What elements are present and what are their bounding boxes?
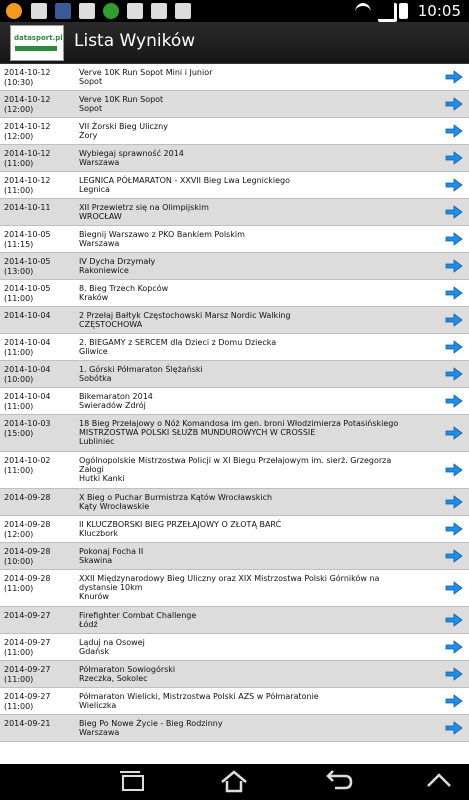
- event-title: Ląduj na Osowej: [79, 638, 145, 647]
- event-title: Bikemaraton 2014: [79, 392, 153, 401]
- arrow-right-icon[interactable]: [445, 694, 463, 708]
- arrow-right-icon[interactable]: [445, 613, 463, 627]
- list-item[interactable]: [0, 516, 469, 543]
- event-location: Kluczbork: [79, 529, 119, 538]
- event-info: [79, 638, 409, 656]
- event-location: Żory: [79, 131, 98, 140]
- arrow-right-icon[interactable]: [445, 426, 463, 440]
- wifi-icon: [355, 3, 371, 22]
- event-time: (11:00): [4, 402, 34, 411]
- arrow-right-icon[interactable]: [445, 367, 463, 381]
- event-time: (12:00): [4, 530, 34, 539]
- event-info: [79, 257, 409, 275]
- event-date: [4, 456, 76, 476]
- event-time: (11:00): [4, 648, 34, 657]
- page-title: Lista Wyników: [74, 31, 196, 51]
- app-logo-text: datasport.pl: [14, 34, 63, 42]
- event-date: [4, 665, 76, 685]
- arrow-right-icon[interactable]: [445, 205, 463, 219]
- event-date: [4, 719, 76, 729]
- arrow-right-icon[interactable]: [445, 394, 463, 408]
- list-item[interactable]: [0, 634, 469, 661]
- list-item[interactable]: [0, 715, 469, 742]
- arrow-right-icon[interactable]: [445, 124, 463, 138]
- event-location: WROCŁAW: [79, 212, 122, 221]
- event-title: Półmaraton Sowiogórski: [79, 665, 176, 674]
- event-date-text: 2014-09-28: [4, 520, 51, 529]
- event-title: Biegnij Warszawo z PKO Bankiem Polskim: [79, 230, 245, 239]
- list-item[interactable]: [0, 91, 469, 118]
- event-info: [79, 122, 409, 140]
- results-list[interactable]: [0, 64, 469, 764]
- event-title: Bieg Po Nowe Życie - Bieg Rodzinny: [79, 719, 223, 728]
- event-title: XII Przewietrz się na Olimpijskim: [79, 203, 209, 212]
- arrow-right-icon[interactable]: [445, 522, 463, 536]
- event-time: (12:00): [4, 132, 34, 141]
- event-info: [79, 493, 409, 511]
- event-title: Verve 10K Run Sopot: [79, 95, 164, 104]
- event-date: [4, 574, 76, 594]
- event-title: Pokonaj Focha II: [79, 547, 144, 556]
- event-title: 1. Górski Półmaraton Ślężański: [79, 365, 203, 374]
- event-location: Warszawa: [79, 158, 120, 167]
- arrow-right-icon[interactable]: [445, 259, 463, 273]
- arrow-right-icon[interactable]: [445, 340, 463, 354]
- event-date-text: 2014-10-12: [4, 95, 51, 104]
- event-date-text: 2014-10-05: [4, 230, 51, 239]
- event-title: VII Żorski Bieg Uliczny: [79, 122, 168, 131]
- event-date-text: 2014-10-05: [4, 284, 51, 293]
- event-date-text: 2014-09-28: [4, 493, 51, 502]
- event-date-text: 2014-10-12: [4, 176, 51, 185]
- clipboard-icon: [151, 3, 167, 19]
- event-date: [4, 692, 76, 712]
- event-info: [79, 365, 409, 383]
- event-location: Wieliczka: [79, 701, 117, 710]
- event-info: [79, 284, 409, 302]
- event-info: [79, 456, 409, 483]
- event-location: Łódź: [79, 620, 98, 629]
- event-info: [79, 392, 409, 410]
- event-date: [4, 122, 76, 142]
- event-location: Gdańsk: [79, 647, 110, 656]
- event-date: [4, 392, 76, 412]
- check-icon: [103, 3, 119, 19]
- shopping-bag-icon: [175, 3, 191, 19]
- event-date-text: 2014-10-04: [4, 311, 51, 320]
- arrow-right-icon[interactable]: [445, 463, 463, 477]
- arrow-right-icon[interactable]: [445, 313, 463, 327]
- facebook-icon: [79, 3, 95, 19]
- event-date: [4, 493, 76, 503]
- arrow-right-icon[interactable]: [445, 70, 463, 84]
- event-date: [4, 365, 76, 385]
- arrow-right-icon[interactable]: [445, 232, 463, 246]
- arrow-right-icon[interactable]: [445, 721, 463, 735]
- event-title: 18 Bieg Przełajowy o Nóż Komandosa im gen. broni Włodzimierza Potasińskiego MISTRZOSTWA POLSKI SŁUŻB MUNDUROWYCH W CROSSIE: [79, 419, 399, 437]
- arrow-right-icon[interactable]: [445, 495, 463, 509]
- event-date-text: 2014-10-12: [4, 149, 51, 158]
- home-button[interactable]: [219, 768, 249, 794]
- navigation-bar: [0, 764, 469, 800]
- event-title: X Bieg o Puchar Burmistrza Kątów Wrocławskich: [79, 493, 273, 502]
- event-date: [4, 520, 76, 540]
- event-info: [79, 574, 409, 601]
- status-bar: [0, 0, 469, 22]
- event-info: [79, 68, 409, 86]
- event-location: Warszawa: [79, 728, 120, 737]
- event-title: XXII Międzynarodowy Bieg Uliczny oraz XIX Mistrzostwa Polski Górników na dystansie 10km: [79, 574, 380, 592]
- event-location: Sopot: [79, 77, 103, 86]
- arrow-right-icon[interactable]: [445, 581, 463, 595]
- event-date: [4, 176, 76, 196]
- event-date: [4, 68, 76, 88]
- list-item[interactable]: [0, 543, 469, 570]
- event-time: (11:00): [4, 159, 34, 168]
- event-date: [4, 230, 76, 250]
- arrow-right-icon[interactable]: [445, 151, 463, 165]
- recent-apps-button[interactable]: [117, 768, 147, 794]
- action-bar: [0, 22, 469, 64]
- app-logo-bar: [15, 46, 57, 51]
- event-time: (10:00): [4, 375, 34, 384]
- event-date: [4, 95, 76, 115]
- list-item[interactable]: [0, 661, 469, 688]
- event-location: Knurów: [79, 592, 109, 601]
- event-title: 2 Przełaj Bałtyk Częstochowski Marsz Nordic Walking: [79, 311, 291, 320]
- event-time: (11:00): [4, 675, 34, 684]
- envelope-icon: [127, 3, 143, 19]
- event-date: [4, 638, 76, 658]
- expand-up-icon[interactable]: [424, 768, 454, 794]
- event-info: [79, 311, 409, 329]
- signal-icon: [378, 3, 397, 22]
- event-info: [79, 419, 409, 446]
- event-location: Hutki Kanki: [79, 474, 125, 483]
- event-location: Sopot: [79, 104, 103, 113]
- event-date: [4, 611, 76, 621]
- event-location: Kąty Wrocławskie: [79, 502, 150, 511]
- event-info: [79, 95, 409, 113]
- event-title: 2. BIEGAMY z SERCEM dla Dzieci z Domu Dziecka: [79, 338, 277, 347]
- event-date-text: 2014-10-11: [4, 203, 51, 212]
- event-location: Rzeczka, Sokolec: [79, 674, 148, 683]
- arrow-right-icon[interactable]: [445, 640, 463, 654]
- arrow-right-icon[interactable]: [445, 178, 463, 192]
- event-date-text: 2014-09-27: [4, 638, 51, 647]
- event-title: Firefighter Combat Challenge: [79, 611, 197, 620]
- event-title: IV Dycha Drzymały: [79, 257, 156, 266]
- event-location: Swieradów Zdrój: [79, 401, 146, 410]
- list-item[interactable]: [0, 452, 469, 489]
- event-location: Warszawa: [79, 239, 120, 248]
- event-date: [4, 284, 76, 304]
- event-location: Sobótka: [79, 374, 112, 383]
- event-date: [4, 419, 76, 439]
- event-info: [79, 520, 409, 538]
- event-info: [79, 719, 409, 737]
- event-time: (11:15): [4, 240, 34, 249]
- event-title: LEGNICA PÓŁMARATON - XXVII Bieg Lwa Legnickiego: [79, 176, 291, 185]
- event-location: CZĘSTOCHOWA: [79, 320, 143, 329]
- event-location: Legnica: [79, 185, 110, 194]
- list-item[interactable]: [0, 226, 469, 253]
- event-date: [4, 311, 76, 321]
- event-time: (10:00): [4, 557, 34, 566]
- list-item[interactable]: [0, 361, 469, 388]
- event-date-text: 2014-10-04: [4, 392, 51, 401]
- event-time: (11:00): [4, 466, 34, 475]
- list-item[interactable]: [0, 172, 469, 199]
- event-date-text: 2014-09-27: [4, 665, 51, 674]
- event-title: Ogólnopolskie Mistrzostwa Policji w XI Biegu Przełajowym im. sierż. Grzegorza Załogi: [79, 456, 392, 474]
- event-date-text: 2014-09-21: [4, 719, 51, 728]
- list-item[interactable]: [0, 307, 469, 334]
- arrow-right-icon[interactable]: [445, 667, 463, 681]
- event-info: [79, 692, 409, 710]
- event-date: [4, 338, 76, 358]
- arrow-right-icon[interactable]: [445, 97, 463, 111]
- facebook-icon: [31, 3, 47, 19]
- event-time: (13:00): [4, 267, 34, 276]
- event-date-text: 2014-09-27: [4, 611, 51, 620]
- event-date-text: 2014-10-02: [4, 456, 51, 465]
- event-date-text: 2014-09-28: [4, 574, 51, 583]
- event-location: Lubliniec: [79, 437, 115, 446]
- list-item[interactable]: [0, 118, 469, 145]
- event-info: [79, 230, 409, 248]
- list-item[interactable]: [0, 199, 469, 226]
- list-item[interactable]: [0, 415, 469, 452]
- list-item[interactable]: [0, 145, 469, 172]
- list-item[interactable]: [0, 489, 469, 516]
- event-date-text: 2014-10-12: [4, 122, 51, 131]
- event-title: Półmaraton Wielicki, Mistrzostwa Polski AZS w Półmaratonie: [79, 692, 319, 701]
- event-info: [79, 338, 409, 356]
- event-date-text: 2014-10-04: [4, 338, 51, 347]
- list-item[interactable]: [0, 64, 469, 91]
- event-info: [79, 665, 409, 683]
- event-location: Skawina: [79, 556, 113, 565]
- event-time: (11:00): [4, 584, 34, 593]
- back-button[interactable]: [323, 768, 353, 794]
- arrow-right-icon[interactable]: [445, 286, 463, 300]
- event-time: (15:00): [4, 429, 34, 438]
- list-item[interactable]: [0, 388, 469, 415]
- event-time: (11:00): [4, 702, 34, 711]
- event-date-text: 2014-10-05: [4, 257, 51, 266]
- event-title: 8. Bieg Trzech Kopców: [79, 284, 169, 293]
- arrow-right-icon[interactable]: [445, 549, 463, 563]
- event-location: Rakoniewice: [79, 266, 129, 275]
- event-title: Verve 10K Run Sopot Mini i Junior: [79, 68, 213, 77]
- event-location: Kraków: [79, 293, 109, 302]
- event-info: [79, 149, 409, 167]
- event-info: [79, 547, 409, 565]
- event-date-text: 2014-10-12: [4, 68, 51, 77]
- notification-app-icon: [6, 3, 22, 19]
- list-item[interactable]: [0, 607, 469, 634]
- event-info: [79, 611, 409, 629]
- list-item[interactable]: [0, 570, 469, 607]
- event-time: (12:00): [4, 105, 34, 114]
- event-time: (11:00): [4, 186, 34, 195]
- list-item[interactable]: [0, 688, 469, 715]
- event-title: II KLUCZBORSKI BIEG PRZEŁAJOWY O ZŁOTĄ BARĆ: [79, 520, 282, 529]
- event-time: (11:00): [4, 294, 34, 303]
- event-date: [4, 203, 76, 213]
- event-title: Wybiegaj sprawność 2014: [79, 149, 184, 158]
- battery-icon: [399, 3, 408, 19]
- event-date-text: 2014-10-03: [4, 419, 51, 428]
- event-date-text: 2014-09-28: [4, 547, 51, 556]
- clock: 10:05: [417, 2, 461, 20]
- event-info: [79, 176, 409, 194]
- event-date: [4, 257, 76, 277]
- event-date-text: 2014-09-27: [4, 692, 51, 701]
- event-time: (10:30): [4, 78, 34, 87]
- list-item[interactable]: [0, 334, 469, 361]
- app-logo[interactable]: [10, 25, 64, 61]
- event-location: Gliwice: [79, 347, 108, 356]
- list-item[interactable]: [0, 253, 469, 280]
- event-date-text: 2014-10-04: [4, 365, 51, 374]
- event-time: (11:00): [4, 348, 34, 357]
- facebook-icon: [55, 3, 71, 19]
- event-date: [4, 149, 76, 169]
- list-item[interactable]: [0, 280, 469, 307]
- event-date: [4, 547, 76, 567]
- event-info: [79, 203, 409, 221]
